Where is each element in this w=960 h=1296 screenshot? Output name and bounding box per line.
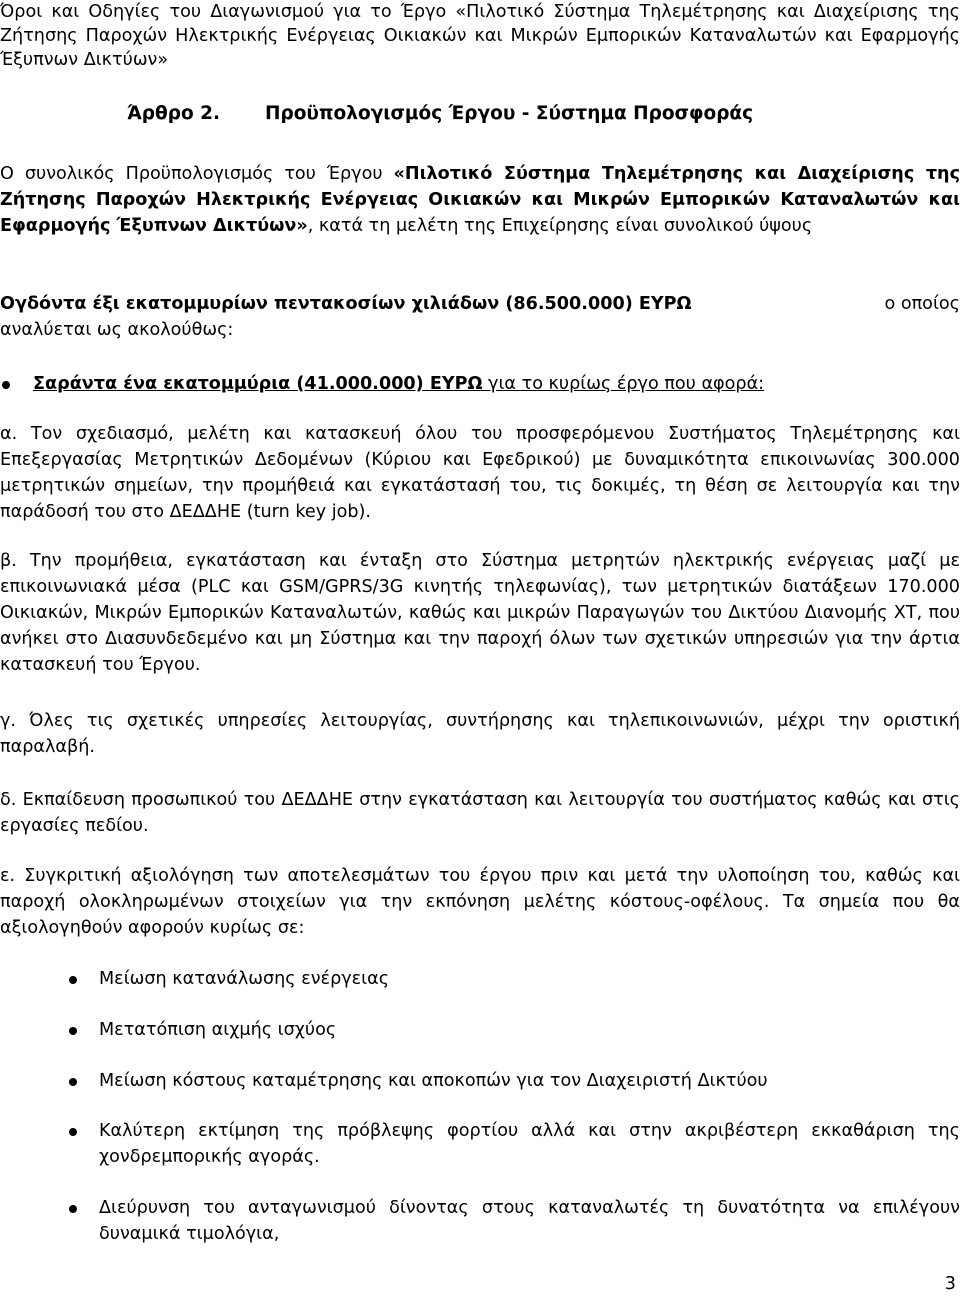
project-name: «Πιλοτικό Σύστημα Τηλεμέτρησης και Διαχείρισης της Ζήτησης Παροχών Ηλεκτρικής Ενέργειας Οικιακών και Μικρών Εμπορικών Καταναλωτών και Εφαρμογής Έξυπνων Δικτύων» <box>0 164 960 236</box>
list-item-text: Μετατόπιση αιχμής ισχύος <box>99 1020 337 1040</box>
list-item-text: Καλύτερη εκτίμηση της πρόβλεψης φορτίου αλλά και στην ακριβέστερη εκκαθάριση της χονδρεμπορικής αγοράς. <box>99 1121 960 1167</box>
document-header: Όροι και Οδηγίες του Διαγωνισμού για το Έργο «Πιλοτικό Σύστημα Τηλεμέτρησης και Διαχείρισης της Ζήτησης Παροχών Ηλεκτρικής Ενέργειας Οικιακών και Μικρών Εμπορικών Καταναλωτών και Εφαρμογής Έξυπνων Δικτύων» <box>0 2 960 70</box>
article-title: Προϋπολογισμός Έργου - Σύστημα Προσφοράς <box>265 103 754 124</box>
list-item-text: Μείωση κατανάλωσης ενέργειας <box>99 969 390 989</box>
main-works-desc: για το κυρίως έργο που αφορά: <box>482 374 765 394</box>
item-a: α. Τον σχεδιασμό, μελέτη και κατασκευή όλου του προσφερόμενου Συστήματος Τηλεμέτρησης και Επεξεργασίας Μετρητικών Δεδομένων (Κύριου και Εφεδρικού) με δυναμικότητα επικοινωνίας 300.000 μετρητικών σημείων, την προμήθειά και εγκατάστασή του, τις δοκιμές, τη θέση σε λειτουργία και την παράδοσή του στο ΔΕΔΔΗΕ (turn key job). <box>0 424 960 522</box>
bullet-icon <box>69 1205 77 1213</box>
total-amount-suffix: ο οποίος <box>884 294 960 314</box>
main-works-amount: Σαράντα ένα εκατομμύρια (41.000.000) ΕΥΡΩ <box>33 374 483 394</box>
total-amount: Ογδόντα έξι εκατομμυρίων πεντακοσίων χιλιάδων (86.500.000) ΕΥΡΩ <box>0 294 692 314</box>
intro-tail: , κατά τη μελέτη της Επιχείρησης είναι συνολικού ύψους <box>307 216 813 236</box>
bullet-icon <box>69 1027 77 1035</box>
item-b: β. Την προμήθεια, εγκατάσταση και ένταξη στο Σύστημα μετρητών ηλεκτρικής ενέργειας μαζί με επικοινωνιακά μέσα (PLC και GSM/GPRS/3G κινητής τηλεφωνίας), των μετρητικών διατάξεων 170.000 Οικιακών, Μικρών Εμπορικών Καταναλωτών, καθώς και μικρών Παραγωγών του Δικτύου Διανομής ΧΤ, που ανήκει στο Διασυνδεδεμένο και μη Σύστημα και την παροχή όλων των σχετικών υπηρεσιών για την άρτια κατασκευή του Έργου. <box>0 551 960 675</box>
page-number: 3 <box>944 1274 956 1294</box>
list-item-text: Διεύρυνση του ανταγωνισμού δίνοντας στους καταναλωτές τη δυνατότητα να επιλέγουν δυναμικά τιμολόγια, <box>99 1198 960 1244</box>
item-e: ε. Συγκριτική αξιολόγηση των αποτελεσμάτων του έργου πριν και μετά την υλοποίηση του, καθώς και παροχή ολοκληρωμένων στοιχείων για την εκπόνηση μελέτης κόστους-οφέλους. Τα σημεία που θα αξιολογηθούν αφορούν κυρίως σε: <box>0 866 960 938</box>
intro-paragraph <box>0 161 960 239</box>
list-item-text: Μείωση κόστους καταμέτρησης και αποκοπών για τον Διαχειριστή Δικτύου <box>99 1071 768 1091</box>
item-d: δ. Εκπαίδευση προσωπικού του ΔΕΔΔΗΕ στην εγκατάσταση και λειτουργία του συστήματος καθώς και στις εργασίες πεδίου. <box>0 790 960 836</box>
intro-lead: Ο συνολικός Προϋπολογισμός του Έργου <box>0 164 394 184</box>
main-bullet-text <box>33 371 764 397</box>
item-g: γ. Όλες τις σχετικές υπηρεσίες λειτουργίας, συντήρησης και τηλεπικοινωνιών, μέχρι την οριστική παραλαβή. <box>0 711 960 757</box>
breakdown-intro: αναλύεται ως ακολούθως: <box>0 320 234 340</box>
bullet-icon <box>2 381 10 389</box>
total-amount-line <box>0 291 960 317</box>
bullet-icon <box>69 1128 77 1136</box>
article-number: Άρθρο 2. <box>127 103 220 124</box>
bullet-icon <box>69 976 77 984</box>
bullet-icon <box>69 1078 77 1086</box>
